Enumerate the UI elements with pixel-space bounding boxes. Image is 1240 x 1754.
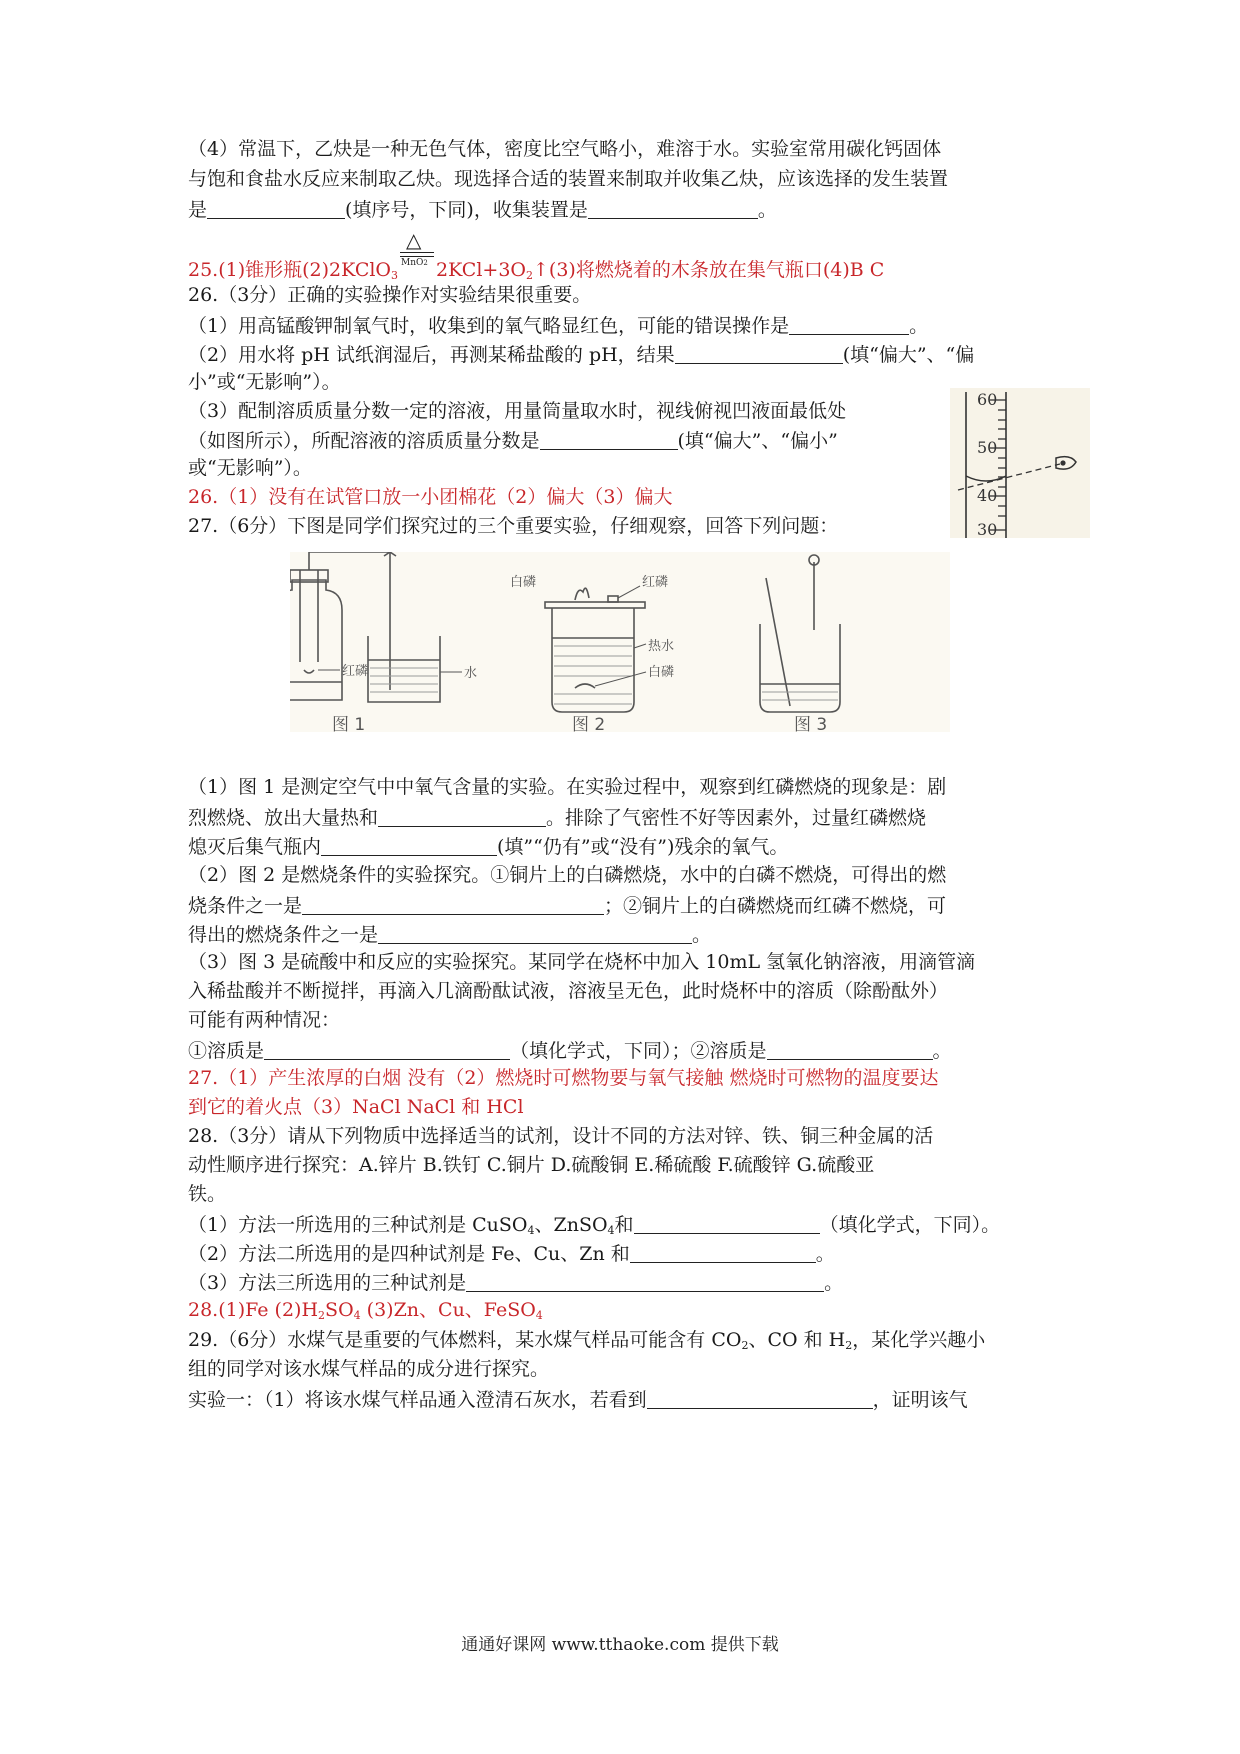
q27-part-1-cont: 烈燃烧、放出大量热和 。排除了气密性不好等因素外，过量红磷燃烧 — [188, 807, 927, 829]
q28-part-3: （3）方法三所选用的三种试剂是 。 — [188, 1272, 844, 1294]
q29-intro: 29.（6分）水煤气是重要的气体燃料，某水煤气样品可能含有 $CO_2$、CO 和 $H_2$，某化学兴趣小 — [188, 1329, 986, 1352]
figure-3-caption: 图 3 — [794, 715, 828, 732]
answer-blank[interactable] — [321, 836, 497, 856]
q26-part-3-cont: （如图所示），所配溶液的溶质质量分数是 (填“偏大”、“偏小” — [188, 430, 838, 452]
q28-title: 28.（3分）请从下列物质中选择适当的试剂，设计不同的方法对锌、铁、铜三种金属的活 — [188, 1125, 934, 1147]
figure-1-caption: 图 1 — [332, 715, 366, 732]
q27-part-2-end: 得出的燃烧条件之一是 。 — [188, 924, 712, 946]
answer-blank[interactable] — [540, 430, 678, 450]
answer-blank[interactable] — [207, 199, 345, 219]
tick-label-60: 60 — [977, 390, 998, 409]
q28-options-end: 铁。 — [188, 1183, 227, 1205]
answer-25: 25.(1)锥形瓶(2)2KClO$_3$ △ MnO2 $2KCl+3O_2↑(3)$将燃烧着的木条放在集气瓶口(4)B C — [188, 228, 885, 282]
answer-blank[interactable] — [634, 1214, 820, 1234]
answer-blank[interactable] — [378, 924, 692, 944]
page-footer: 通通好课网 www.tthaoke.com 提供下载 — [461, 1635, 779, 1655]
tick-label-50: 50 — [977, 438, 998, 457]
fig2-label-hot-water: 热水 — [648, 639, 675, 654]
q27-part-1-end: 熄灭后集气瓶内 (填”“仍有”或“没有”)残余的氧气。 — [188, 836, 789, 858]
q27-part-1: （1）图 1 是测定空气中中氧气含量的实验。在实验过程中，观察到红磷燃烧的现象是：剧 — [188, 776, 947, 798]
q26-part-1: （1）用高锰酸钾制氧气时，收集到的氧气略显红色，可能的错误操作是 。 — [188, 315, 929, 337]
tick-label-30: 30 — [977, 520, 998, 538]
figure-2-caption: 图 2 — [572, 715, 606, 732]
q26-part-2: （2）用水将 pH 试纸润湿后，再测某稀盐酸的 pH，结果 (填“偏大”、“偏 — [188, 344, 975, 366]
reaction-arrow-line — [400, 252, 434, 253]
q24-line-3: 是 (填序号，下同)，收集装置是 。 — [188, 199, 777, 221]
answer-27-line-2: 到它的着火点（3）NaCl NaCl 和 HCl — [188, 1096, 524, 1118]
experiment-figures — [290, 552, 950, 732]
fig1-label-water: 水 — [464, 666, 478, 681]
answer-blank[interactable] — [466, 1272, 824, 1292]
answer-blank[interactable] — [588, 199, 758, 219]
figure-background — [950, 388, 1090, 538]
q27-part-3: （3）图 3 是硫酸中和反应的实验探究。某同学在烧杯中加入 10mL 氢氧化钠溶液，用滴管滴 — [188, 951, 976, 973]
measuring-cylinder-figure — [950, 388, 1090, 538]
q28-options: 动性顺序进行探究：A.锌片 B.铁钉 C.铜片 D.硫酸铜 E.稀硫酸 F.硫酸锌 G.硫酸亚 — [188, 1154, 875, 1176]
fig2-label-white-phosphorus-water: 白磷 — [648, 665, 675, 680]
answer-28: 28.(1)Fe $(2)H_2SO_4$ (3)Zn、Cu、FeSO$_4$ — [188, 1299, 543, 1322]
answer-blank[interactable] — [675, 344, 843, 364]
q26-title: 26.（3分）正确的实验操作对实验结果很重要。 — [188, 284, 592, 306]
q27-part-3-blanks: ①溶质是 （填化学式，下同）；②溶质是 。 — [188, 1040, 952, 1062]
q27-part-2-cont: 烧条件之一是 ；②铜片上的白磷燃烧而红磷不燃烧，可 — [188, 895, 947, 917]
q27-part-3-cont: 入稀盐酸并不断搅拌，再滴入几滴酚酞试液，溶液呈无色，此时烧杯中的溶质（除酚酞外） — [188, 980, 949, 1002]
answer-blank[interactable] — [767, 1040, 933, 1060]
figure-background — [290, 552, 950, 732]
answer-blank[interactable] — [378, 807, 546, 827]
answer-blank[interactable] — [630, 1243, 816, 1263]
answer-blank[interactable] — [789, 315, 909, 335]
reaction-arrow-line — [400, 256, 434, 257]
answer-blank[interactable] — [647, 1389, 873, 1409]
q29-intro-cont: 组的同学对该水煤气样品的成分进行探究。 — [188, 1358, 550, 1380]
q26-part-3-end: 或“无影响”）。 — [188, 457, 312, 479]
fig2-label-white-phosphorus-top: 白磷 — [510, 575, 537, 590]
catalyst-condition: △ MnO2 — [400, 256, 434, 276]
answer-blank[interactable] — [302, 895, 604, 915]
answer-blank[interactable] — [264, 1040, 510, 1060]
q24-line-1: （4）常温下，乙炔是一种无色气体，密度比空气略小，难溶于水。实验室常用碳化钙固体 — [188, 138, 942, 160]
fig2-label-red-phosphorus: 红磷 — [642, 575, 669, 590]
q27-part-3-intro: 可能有两种情况： — [188, 1009, 341, 1031]
q29-experiment-1: 实验一：（1）将该水煤气样品通入澄清石灰水，若看到 ，证明该气 — [188, 1389, 968, 1411]
q26-part-2-cont: 小”或“无影响”）。 — [188, 371, 341, 393]
q27-part-2: （2）图 2 是燃烧条件的实验探究。①铜片上的白磷燃烧，水中的白磷不燃烧，可得出的燃 — [188, 864, 947, 886]
q27-title: 27.（6分）下图是同学们探究过的三个重要实验，仔细观察，回答下列问题： — [188, 515, 839, 537]
answer-26: 26.（1）没有在试管口放一小团棉花（2）偏大（3）偏大 — [188, 486, 673, 508]
q28-part-2: （2）方法二所选用的是四种试剂是 Fe、Cu、Zn 和 。 — [188, 1243, 835, 1265]
eye-pupil — [1060, 460, 1065, 465]
fig1-label-red-phosphorus: 红磷 — [342, 664, 369, 679]
q26-part-3: （3）配制溶质质量分数一定的溶液，用量筒量取水时，视线俯视凹液面最低处 — [188, 400, 847, 422]
q24-line-2: 与饱和食盐水反应来制取乙炔。现选择合适的装置来制取并收集乙炔，应该选择的发生装置 — [188, 168, 949, 190]
tick-label-40: 40 — [977, 486, 998, 505]
q28-part-1: （1）方法一所选用的三种试剂是 CuSO$_4$、ZnSO$_4$和 （填化学式，下同）。 — [188, 1214, 1001, 1237]
answer-27-line-1: 27.（1）产生浓厚的白烟 没有（2）燃烧时可燃物要与氧气接触 燃烧时可燃物的温度要达 — [188, 1067, 939, 1089]
